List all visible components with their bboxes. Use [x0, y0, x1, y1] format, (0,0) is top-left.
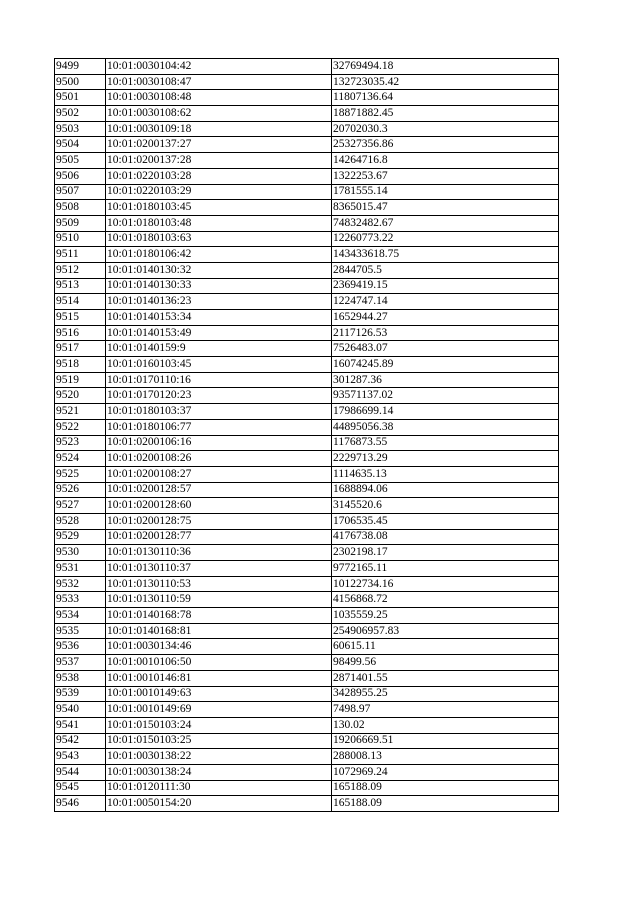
cadastral-number-cell: 10:01:0140153:49: [106, 325, 332, 341]
table-row: [55, 184, 559, 200]
table-row: [55, 529, 559, 545]
cadastral-number-cell: 10:01:0010149:69: [106, 702, 332, 718]
cadastral-number-cell: 10:01:0180103:37: [106, 404, 332, 420]
row-number-cell: 9526: [55, 482, 106, 498]
value-cell: 1781555.14: [332, 184, 559, 200]
row-number-cell: 9518: [55, 357, 106, 373]
value-cell: 2844705.5: [332, 262, 559, 278]
row-number-cell: 9528: [55, 513, 106, 529]
row-number-cell: 9511: [55, 247, 106, 263]
row-number-cell: 9523: [55, 435, 106, 451]
cadastral-number-cell: 10:01:0030109:18: [106, 121, 332, 137]
value-cell: 10122734.16: [332, 576, 559, 592]
cadastral-number-cell: 10:01:0140130:32: [106, 262, 332, 278]
value-cell: 14264716.8: [332, 153, 559, 169]
value-cell: 16074245.89: [332, 357, 559, 373]
table-row: [55, 215, 559, 231]
row-number-cell: 9522: [55, 419, 106, 435]
cadastral-number-cell: 10:01:0200128:75: [106, 513, 332, 529]
table-row: [55, 404, 559, 420]
table-row: [55, 717, 559, 733]
cadastral-number-cell: 10:01:0030108:47: [106, 74, 332, 90]
table-row: [55, 294, 559, 310]
value-cell: 2369419.15: [332, 278, 559, 294]
table-row: [55, 466, 559, 482]
cadastral-value-table: [54, 58, 559, 812]
row-number-cell: 9499: [55, 59, 106, 75]
row-number-cell: 9531: [55, 561, 106, 577]
cadastral-number-cell: 10:01:0180106:77: [106, 419, 332, 435]
row-number-cell: 9542: [55, 733, 106, 749]
cadastral-number-cell: 10:01:0140153:34: [106, 310, 332, 326]
row-number-cell: 9521: [55, 404, 106, 420]
value-cell: 132723035.42: [332, 74, 559, 90]
cadastral-number-cell: 10:01:0150103:25: [106, 733, 332, 749]
cadastral-number-cell: 10:01:0200128:57: [106, 482, 332, 498]
table-row: [55, 278, 559, 294]
cadastral-number-cell: 10:01:0030108:48: [106, 90, 332, 106]
value-cell: 8365015.47: [332, 200, 559, 216]
value-cell: 1224747.14: [332, 294, 559, 310]
table-row: [55, 90, 559, 106]
cadastral-number-cell: 10:01:0200106:16: [106, 435, 332, 451]
row-number-cell: 9530: [55, 545, 106, 561]
row-number-cell: 9515: [55, 310, 106, 326]
table-row: [55, 498, 559, 514]
table-row: [55, 780, 559, 796]
value-cell: 1114635.13: [332, 466, 559, 482]
value-cell: 1706535.45: [332, 513, 559, 529]
cadastral-number-cell: 10:01:0050154:20: [106, 796, 332, 812]
value-cell: 1035559.25: [332, 608, 559, 624]
value-cell: 32769494.18: [332, 59, 559, 75]
table-row: [55, 341, 559, 357]
cadastral-number-cell: 10:01:0220103:28: [106, 168, 332, 184]
value-cell: 98499.56: [332, 655, 559, 671]
table-row: [55, 545, 559, 561]
cadastral-number-cell: 10:01:0010146:81: [106, 670, 332, 686]
value-cell: 2871401.55: [332, 670, 559, 686]
value-cell: 1176873.55: [332, 435, 559, 451]
row-number-cell: 9539: [55, 686, 106, 702]
table-row: [55, 451, 559, 467]
value-cell: 165188.09: [332, 780, 559, 796]
value-cell: 74832482.67: [332, 215, 559, 231]
table-row: [55, 623, 559, 639]
row-number-cell: 9501: [55, 90, 106, 106]
row-number-cell: 9544: [55, 764, 106, 780]
row-number-cell: 9519: [55, 372, 106, 388]
row-number-cell: 9506: [55, 168, 106, 184]
table-row: [55, 59, 559, 75]
row-number-cell: 9520: [55, 388, 106, 404]
value-cell: 19206669.51: [332, 733, 559, 749]
value-cell: 2229713.29: [332, 451, 559, 467]
row-number-cell: 9543: [55, 749, 106, 765]
row-number-cell: 9536: [55, 639, 106, 655]
cadastral-number-cell: 10:01:0180103:63: [106, 231, 332, 247]
row-number-cell: 9525: [55, 466, 106, 482]
cadastral-number-cell: 10:01:0180103:48: [106, 215, 332, 231]
table-row: [55, 764, 559, 780]
cadastral-number-cell: 10:01:0200108:27: [106, 466, 332, 482]
value-cell: 301287.36: [332, 372, 559, 388]
value-cell: 1072969.24: [332, 764, 559, 780]
row-number-cell: 9509: [55, 215, 106, 231]
value-cell: 288008.13: [332, 749, 559, 765]
row-number-cell: 9535: [55, 623, 106, 639]
table-row: [55, 655, 559, 671]
row-number-cell: 9510: [55, 231, 106, 247]
row-number-cell: 9516: [55, 325, 106, 341]
value-cell: 25327356.86: [332, 137, 559, 153]
value-cell: 165188.09: [332, 796, 559, 812]
row-number-cell: 9505: [55, 153, 106, 169]
row-number-cell: 9502: [55, 106, 106, 122]
cadastral-number-cell: 10:01:0010106:50: [106, 655, 332, 671]
value-cell: 3145520.6: [332, 498, 559, 514]
cadastral-number-cell: 10:01:0200137:28: [106, 153, 332, 169]
cadastral-number-cell: 10:01:0170110:16: [106, 372, 332, 388]
cadastral-number-cell: 10:01:0200128:77: [106, 529, 332, 545]
value-cell: 2117126.53: [332, 325, 559, 341]
cadastral-number-cell: 10:01:0200108:26: [106, 451, 332, 467]
row-number-cell: 9529: [55, 529, 106, 545]
value-cell: 254906957.83: [332, 623, 559, 639]
cadastral-number-cell: 10:01:0030108:62: [106, 106, 332, 122]
row-number-cell: 9524: [55, 451, 106, 467]
cadastral-number-cell: 10:01:0130110:59: [106, 592, 332, 608]
cadastral-number-cell: 10:01:0120111:30: [106, 780, 332, 796]
table-row: [55, 372, 559, 388]
cadastral-number-cell: 10:01:0030134:46: [106, 639, 332, 655]
value-cell: 18871882.45: [332, 106, 559, 122]
table-row: [55, 592, 559, 608]
value-cell: 2302198.17: [332, 545, 559, 561]
value-cell: 1652944.27: [332, 310, 559, 326]
row-number-cell: 9532: [55, 576, 106, 592]
table-row: [55, 262, 559, 278]
cadastral-number-cell: 10:01:0130110:53: [106, 576, 332, 592]
table-row: [55, 310, 559, 326]
cadastral-number-cell: 10:01:0140130:33: [106, 278, 332, 294]
row-number-cell: 9541: [55, 717, 106, 733]
row-number-cell: 9538: [55, 670, 106, 686]
row-number-cell: 9527: [55, 498, 106, 514]
table-row: [55, 670, 559, 686]
table-row: [55, 121, 559, 137]
row-number-cell: 9545: [55, 780, 106, 796]
value-cell: 1688894.06: [332, 482, 559, 498]
table-row: [55, 513, 559, 529]
row-number-cell: 9540: [55, 702, 106, 718]
table-row: [55, 325, 559, 341]
row-number-cell: 9503: [55, 121, 106, 137]
table-row: [55, 74, 559, 90]
cadastral-number-cell: 10:01:0030138:22: [106, 749, 332, 765]
table-row: [55, 482, 559, 498]
cadastral-number-cell: 10:01:0130110:36: [106, 545, 332, 561]
value-cell: 3428955.25: [332, 686, 559, 702]
table-row: [55, 733, 559, 749]
cadastral-number-cell: 10:01:0030138:24: [106, 764, 332, 780]
row-number-cell: 9508: [55, 200, 106, 216]
cadastral-number-cell: 10:01:0200137:27: [106, 137, 332, 153]
cadastral-number-cell: 10:01:0010149:63: [106, 686, 332, 702]
table-row: [55, 419, 559, 435]
row-number-cell: 9537: [55, 655, 106, 671]
value-cell: 93571137.02: [332, 388, 559, 404]
cadastral-number-cell: 10:01:0170120:23: [106, 388, 332, 404]
table-row: [55, 153, 559, 169]
table-row: [55, 749, 559, 765]
value-cell: 143433618.75: [332, 247, 559, 263]
value-cell: 4176738.08: [332, 529, 559, 545]
table-row: [55, 231, 559, 247]
value-cell: 9772165.11: [332, 561, 559, 577]
table-body: [55, 59, 559, 812]
cadastral-number-cell: 10:01:0220103:29: [106, 184, 332, 200]
row-number-cell: 9512: [55, 262, 106, 278]
table-row: [55, 796, 559, 812]
table-row: [55, 106, 559, 122]
cadastral-number-cell: 10:01:0140159:9: [106, 341, 332, 357]
value-cell: 20702030.3: [332, 121, 559, 137]
row-number-cell: 9504: [55, 137, 106, 153]
cadastral-number-cell: 10:01:0180106:42: [106, 247, 332, 263]
cadastral-number-cell: 10:01:0130110:37: [106, 561, 332, 577]
table-row: [55, 608, 559, 624]
value-cell: 17986699.14: [332, 404, 559, 420]
row-number-cell: 9533: [55, 592, 106, 608]
table-row: [55, 561, 559, 577]
table-row: [55, 435, 559, 451]
table-row: [55, 357, 559, 373]
value-cell: 1322253.67: [332, 168, 559, 184]
table-row: [55, 388, 559, 404]
value-cell: 4156868.72: [332, 592, 559, 608]
table-row: [55, 702, 559, 718]
value-cell: 130.02: [332, 717, 559, 733]
row-number-cell: 9507: [55, 184, 106, 200]
value-cell: 7498.97: [332, 702, 559, 718]
table-row: [55, 137, 559, 153]
value-cell: 12260773.22: [332, 231, 559, 247]
row-number-cell: 9534: [55, 608, 106, 624]
cadastral-number-cell: 10:01:0030104:42: [106, 59, 332, 75]
table-row: [55, 168, 559, 184]
table-row: [55, 639, 559, 655]
cadastral-number-cell: 10:01:0140136:23: [106, 294, 332, 310]
cadastral-number-cell: 10:01:0150103:24: [106, 717, 332, 733]
table-row: [55, 686, 559, 702]
cadastral-number-cell: 10:01:0180103:45: [106, 200, 332, 216]
cadastral-number-cell: 10:01:0140168:78: [106, 608, 332, 624]
row-number-cell: 9517: [55, 341, 106, 357]
value-cell: 11807136.64: [332, 90, 559, 106]
cadastral-number-cell: 10:01:0200128:60: [106, 498, 332, 514]
table-row: [55, 247, 559, 263]
cadastral-number-cell: 10:01:0140168:81: [106, 623, 332, 639]
value-cell: 7526483.07: [332, 341, 559, 357]
value-cell: 60615.11: [332, 639, 559, 655]
table-row: [55, 576, 559, 592]
value-cell: 44895056.38: [332, 419, 559, 435]
row-number-cell: 9546: [55, 796, 106, 812]
cadastral-number-cell: 10:01:0160103:45: [106, 357, 332, 373]
table-row: [55, 200, 559, 216]
row-number-cell: 9514: [55, 294, 106, 310]
row-number-cell: 9500: [55, 74, 106, 90]
row-number-cell: 9513: [55, 278, 106, 294]
